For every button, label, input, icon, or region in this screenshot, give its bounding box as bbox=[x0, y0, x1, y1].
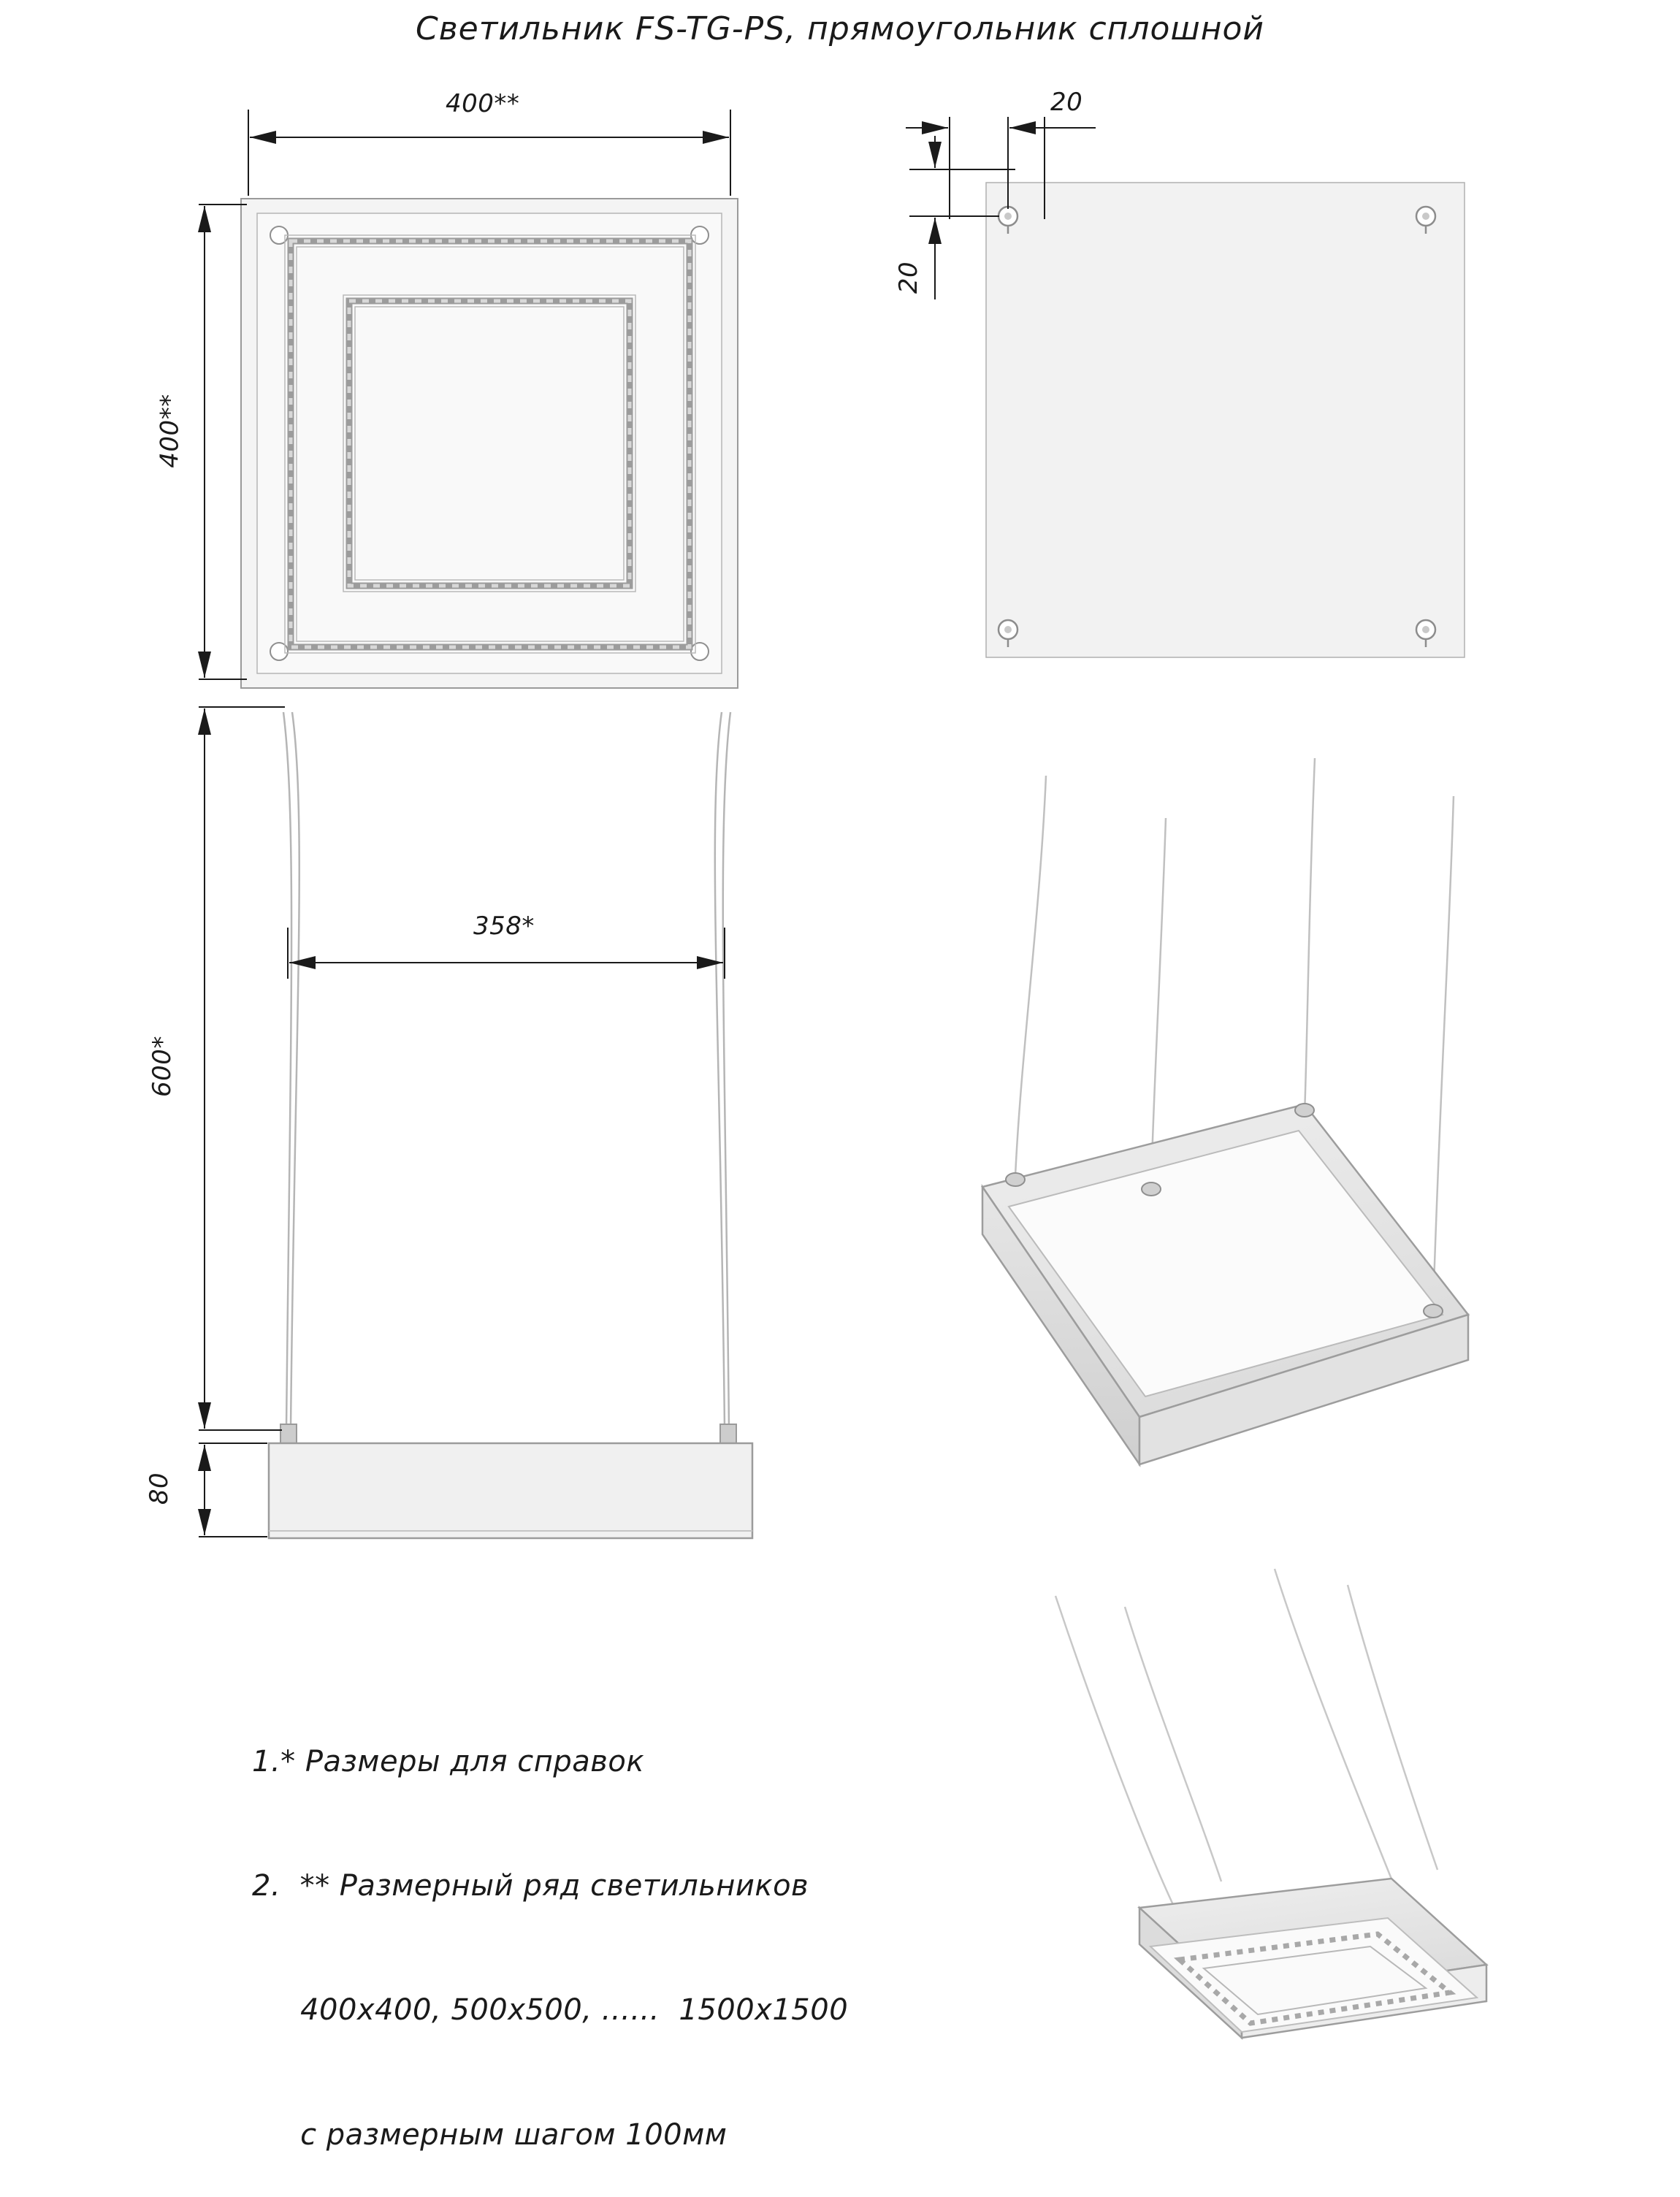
dimension-suspension-length bbox=[199, 707, 285, 1430]
view-top-face bbox=[241, 199, 738, 688]
note-line-3: 400x400, 500x500, ...... 1500x1500 bbox=[252, 1993, 849, 2028]
dimension-body-height bbox=[199, 1443, 267, 1537]
page-title: Светильник FS-TG-PS, прямоугольник сплошной bbox=[415, 10, 1264, 47]
dim-label-suspension-length: 600* bbox=[147, 1036, 177, 1097]
dimension-width bbox=[248, 110, 730, 196]
dim-label-mount-offset-x: 20 bbox=[1050, 88, 1083, 117]
luminaire-body-iso-2 bbox=[1139, 1879, 1486, 2038]
dim-label-width: 400** bbox=[446, 89, 520, 118]
note-line-4: с размерным шагом 100мм bbox=[252, 2117, 728, 2152]
view-front-elevation bbox=[269, 712, 752, 1538]
luminaire-body-iso bbox=[982, 1104, 1468, 1464]
suspension-wires bbox=[283, 712, 730, 1428]
view-back-face bbox=[986, 183, 1465, 657]
dimension-height bbox=[199, 205, 247, 679]
notes-block bbox=[252, 1658, 1129, 2197]
note-line-1: 1.* Размеры для справок bbox=[252, 1744, 645, 1778]
view-isometric-upper bbox=[982, 758, 1468, 1464]
dim-label-mount-offset-y: 20 bbox=[894, 261, 924, 294]
note-line-2: 2. ** Размерный ряд светильников bbox=[252, 1868, 809, 1903]
dim-label-height: 400** bbox=[155, 394, 185, 468]
dim-label-suspension-span: 358* bbox=[473, 912, 535, 941]
dim-label-body-height: 80 bbox=[145, 1472, 175, 1505]
